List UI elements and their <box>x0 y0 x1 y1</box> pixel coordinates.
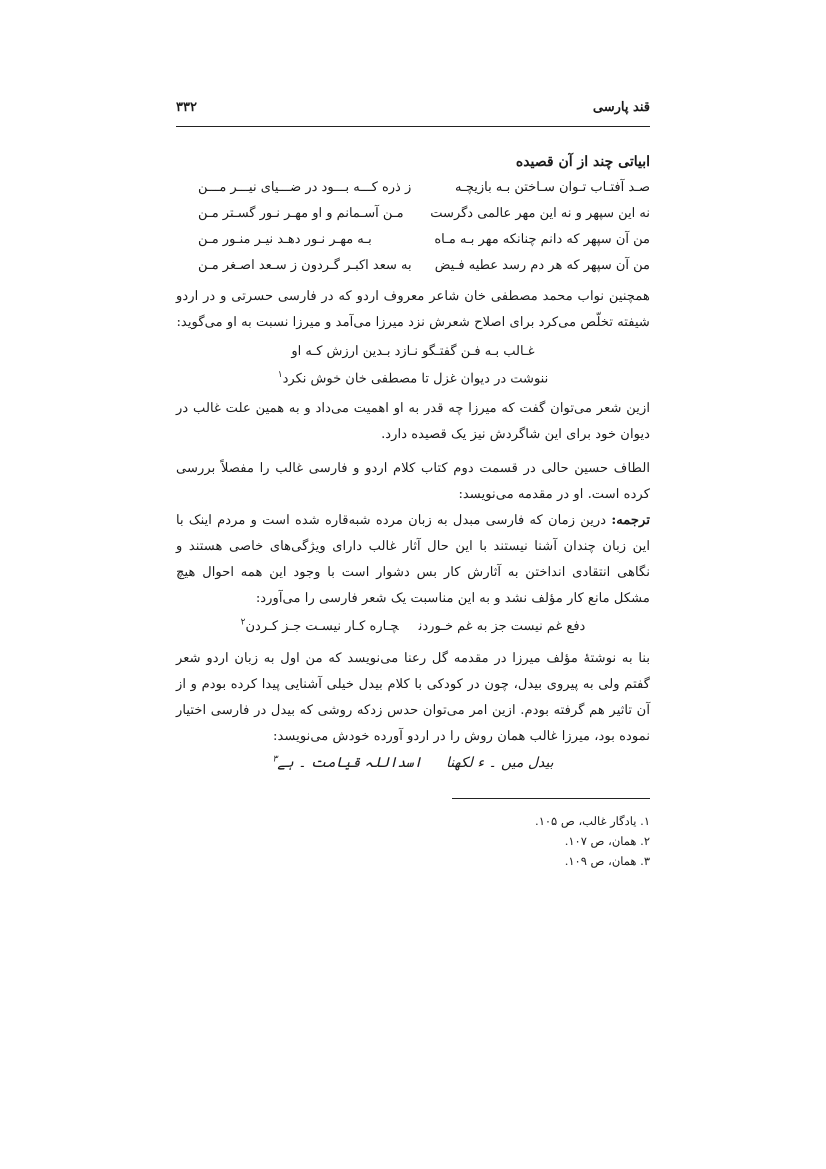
page-number: ۳۳۲ <box>176 100 197 115</box>
couplet-hemistich-2 <box>241 619 399 634</box>
verse-row <box>176 180 650 206</box>
couplet-hemistich: دفع غم نیست جز به غم خـوردن <box>418 619 586 635</box>
verse-line <box>176 370 650 386</box>
paragraph: الطاف حسین حالی در قسمت دوم کتاب کلام اردو و فارسی غالب را مفصلاً بررسی کرده است. او در مقدمه می‌نویسد: <box>176 461 650 502</box>
paragraph: همچنین نواب محمد مصطفی خان شاعر معروف اردو که در فارسی حسرتی و در اردو شیفته تخلّص می‌کرد برای اصلاح شعرش نزد میرزا می‌آمد و میرزا نسبت به او می‌گوید: <box>176 289 650 330</box>
footnote-rule <box>452 798 650 799</box>
verse-hemistich: بـه مهـر نـور دهـد نیـر منـور مـن <box>198 232 372 247</box>
verse-hemistich: من آن سپهر که هر دم رسد عطیه فـیض <box>434 258 650 273</box>
verse-hemistich: من آن سپهر که دانم چنانکه مهر بـه مـاه <box>434 232 650 247</box>
footnote: ۳. همان، ص ۱۰۹. <box>564 854 650 868</box>
urdu-part-text: اسداللہ قیامت ۔ ہے <box>277 754 422 771</box>
footnote-ref: ۳ <box>272 754 278 764</box>
verse-hemistich: به سعد اکبـر گـردون ز سـعد اصـغر مـن <box>198 258 412 273</box>
couplet-hemistich-text: چـاره کـار نیسـت جـز کـردن <box>245 619 399 635</box>
header-rule <box>176 126 650 127</box>
footnote-ref: ۱ <box>277 370 283 380</box>
verse-hemistich: مـن آسـمانم و او مهـر نـور گسـتر مـن <box>198 206 404 221</box>
translation-paragraph <box>176 508 650 612</box>
verse-hemistich: ز ذره کـــه بـــود در ضـــیای نیـــر مـــن <box>198 180 412 195</box>
running-header-title: قند پارسی <box>592 100 650 115</box>
verse-text: ننوشت در دیوان غزل تا مصطفی خان خوش نکرد <box>282 371 549 387</box>
footnote: ۱. یادگار غالب، ص ۱۰۵. <box>535 814 650 828</box>
couplet <box>176 618 650 634</box>
verse-row <box>176 232 650 258</box>
verse-line: غـالب بـه فـن گفتـگو نـازد بـدین ارزش کـه او <box>291 344 535 359</box>
paragraph: بنا به نوشتهٔ مؤلف میرزا در مقدمه گل رعنا می‌نویسد که من اول به زبان اردو شعر گفتم ولی به پیروی بیدل، چون در کودکی با کلام بیدل خیلی آشنایی پیدا کرده بودم و از آن تاثیر هم گرفته بودم. ازین امر می‌توان حدس زدکه روشی که بیدل در فارسی اختیار نموده بود، میرزا غالب همان روش را در اردو آورده خودش می‌نویسد: <box>176 651 650 744</box>
section-heading: ابیاتی چند از آن قصیده <box>515 154 650 170</box>
translation-label: ترجمه: <box>611 513 650 528</box>
urdu-part: بیدل میں ۔ ء لکھنا <box>445 754 554 771</box>
urdu-verse-line <box>176 754 650 771</box>
urdu-part <box>272 755 421 771</box>
verse-hemistich: نه این سپهر و نه این مهر عالمی دگرست <box>430 206 650 221</box>
footnote-ref: ۲ <box>240 618 246 628</box>
translation-text: درین زمان که فارسی مبدل به زبان مرده شبه‌قاره شده است و مردم اینک با این زبان چندان آشنا نیستند با این حال آثار غالب دارای ویژگی‌های خاصی هستند و نگاهی انتقادی انداختن به آثارش کار بس دشوار است با وجود این همه احوال هیچ مشکل مانع کار مؤلف نشد و به این مناسبت یک شعر فارسی را می‌آورد: <box>176 513 650 606</box>
verse-row <box>176 258 650 284</box>
verse-row <box>176 206 650 232</box>
verse-hemistich: صـد آفتـاب تـوان سـاختن بـه بازیچـه <box>455 180 650 195</box>
paragraph: ازین شعر می‌توان گفت که میرزا چه قدر به او اهمیت می‌داد و به همین علت غالب در دیوان خود برای این شاگردش نیز یک قصیده دارد. <box>176 401 650 442</box>
footnote: ۲. همان، ص ۱۰۷. <box>564 834 650 848</box>
